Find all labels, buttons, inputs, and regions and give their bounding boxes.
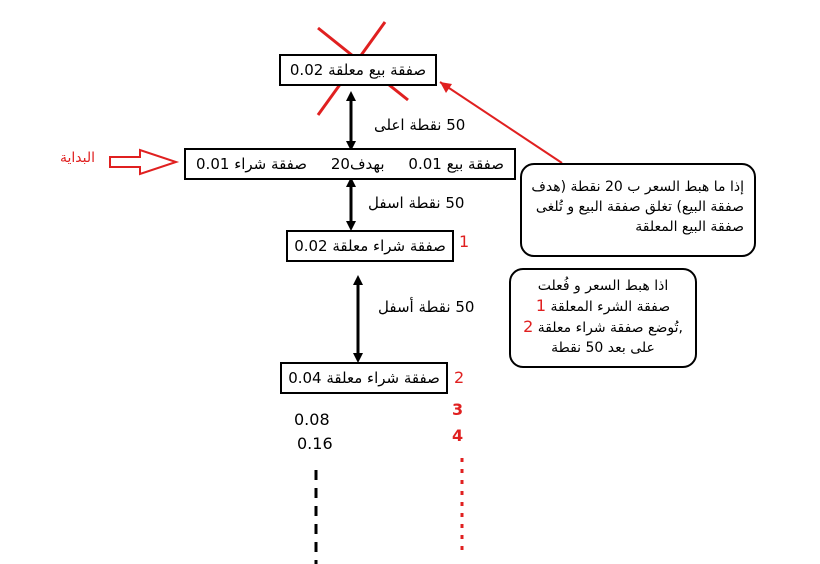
start-arrow <box>110 150 176 174</box>
box-pending-buy-1 <box>286 230 454 262</box>
callout-bottom-row3 <box>521 317 685 338</box>
marker-3: 3 <box>452 400 464 419</box>
box-sell-pending-top <box>279 54 437 86</box>
callout-bottom-row2 <box>521 296 685 317</box>
start-target-label: بهدف20 <box>330 155 385 173</box>
box-sell-pending-top-label: صفقة بيع معلقة 0.02 <box>289 61 427 79</box>
callout-bottom-line1: اذا هبط السعر و فُعلت <box>537 278 669 294</box>
callout-top-line3: صفقة البيع المعلقة <box>635 219 744 235</box>
callout-bottom-line2: صفقة الشرء المعلقة <box>550 299 671 315</box>
callout-top-line2: صفقة البيع) تغلق صفقة البيع و تُلغى <box>535 199 744 215</box>
series-value-0-08: 0.08 <box>294 410 330 429</box>
callout-bottom-line3: ,تُوضع صفقة شراء معلقة <box>537 320 683 336</box>
callout-bottom-marker1: 1 <box>535 296 547 315</box>
box-pending-buy-1-label: صفقة شراء معلقة 0.02 <box>294 237 446 255</box>
callout-top-line1: إذا ما هبط السعر ب 20 نقطة (هدف <box>531 179 744 195</box>
label-up-50: 50 نقطة اعلى <box>374 116 466 134</box>
box-start <box>184 148 516 180</box>
callout-bottom <box>509 268 697 368</box>
series-value-0-16: 0.16 <box>297 434 333 453</box>
label-down-50-b: 50 نقطة أسفل <box>378 298 475 316</box>
label-down-50-a: 50 نقطة اسفل <box>368 194 465 212</box>
box-pending-buy-2 <box>280 362 448 394</box>
callout-top <box>520 163 756 257</box>
callout-bottom-marker2: 2 <box>523 317 534 336</box>
marker-1: 1 <box>459 232 470 251</box>
start-sell-label: صفقة بيع 0.01 <box>408 155 504 173</box>
start-buy-label: صفقة شراء 0.01 <box>196 155 307 173</box>
start-label: البداية <box>60 150 96 166</box>
marker-2: 2 <box>454 368 465 387</box>
marker-4: 4 <box>452 426 464 445</box>
callout-bottom-line4: على بعد 50 نقطة <box>551 340 655 356</box>
box-pending-buy-2-label: صفقة شراء معلقة 0.04 <box>288 369 440 387</box>
